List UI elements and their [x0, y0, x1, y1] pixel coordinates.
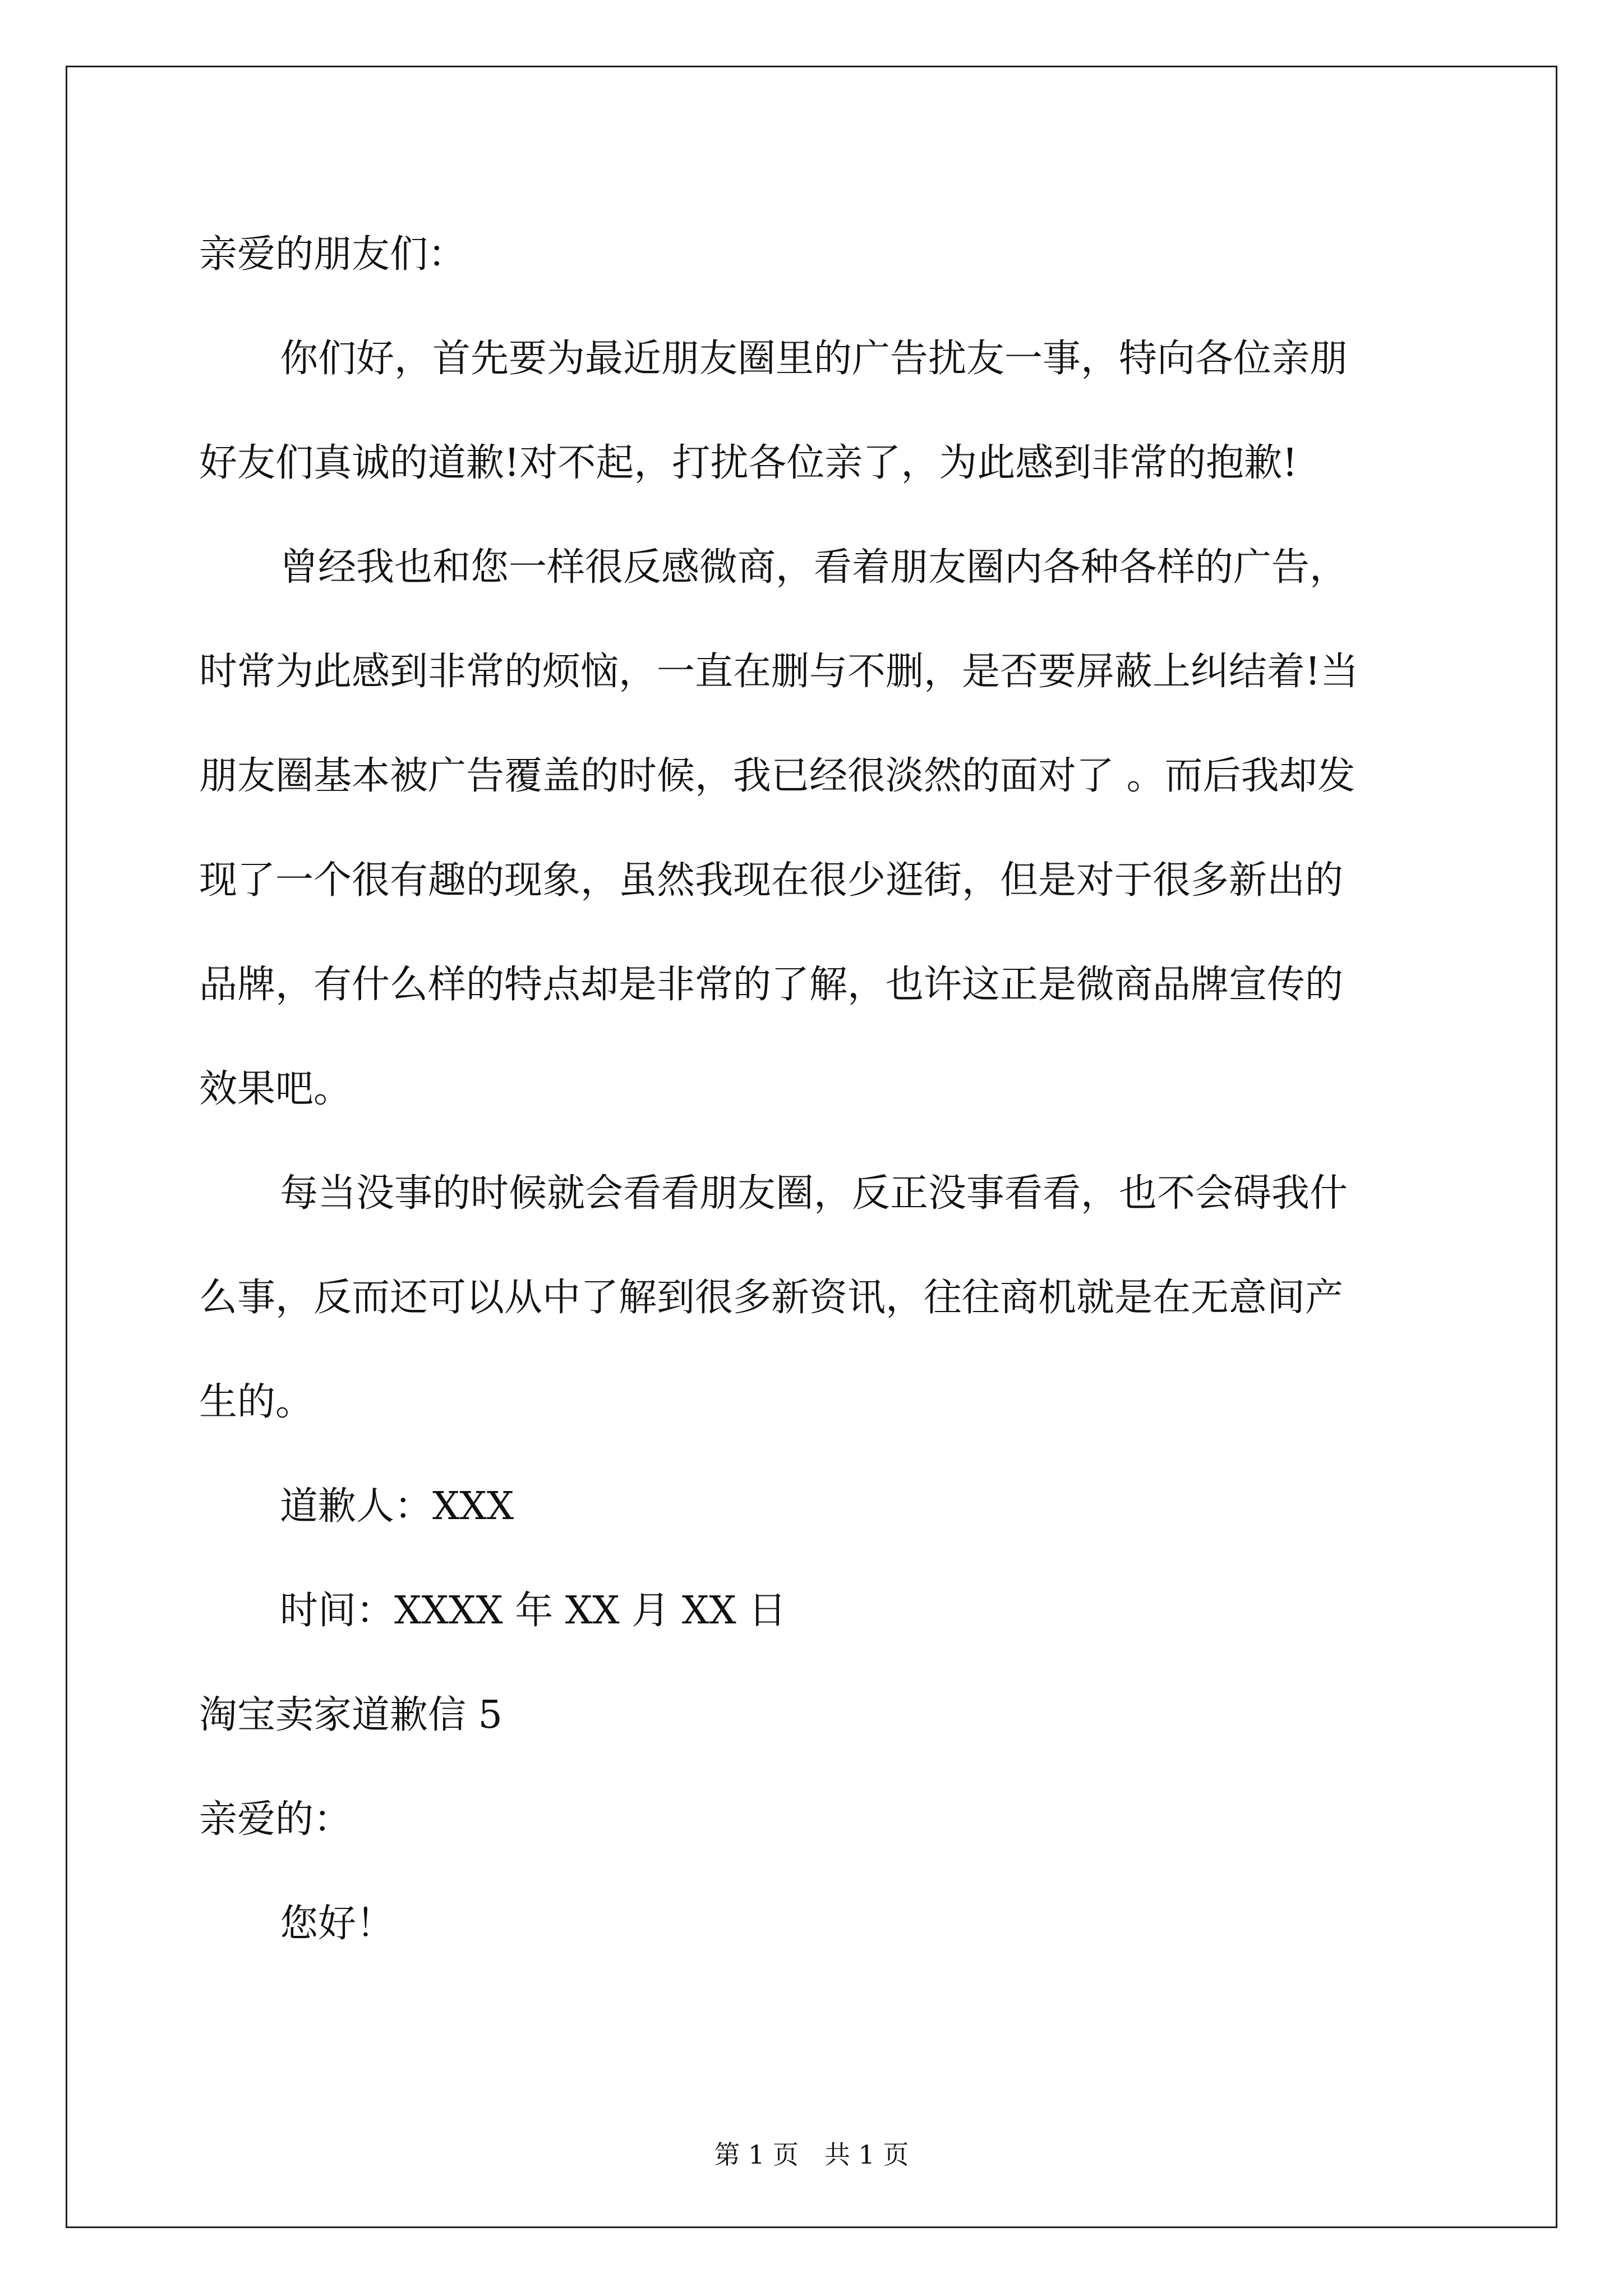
paragraph-3-line-1: 每当没事的时候就会看看朋友圈，反正没事看看，也不会碍我什	[280, 1171, 1348, 1216]
paragraph-2-line-6: 效果吧。	[199, 1067, 352, 1111]
signer-line: 道歉人：XXX	[280, 1484, 514, 1529]
paragraph-3-line-3: 生的。	[199, 1380, 314, 1424]
section-title: 淘宝卖家道歉信 5	[199, 1693, 502, 1737]
paragraph-1-line-2: 好友们真诚的道歉!对不起，打扰各位亲了，为此感到非常的抱歉!	[199, 441, 1298, 485]
paragraph-2-line-1: 曾经我也和您一样很反感微商，看着朋友圈内各种各样的广告，	[280, 545, 1348, 590]
paragraph-2-line-3: 朋友圈基本被广告覆盖的时候，我已经很淡然的面对了 。而后我却发	[199, 754, 1355, 798]
greeting-2: 亲爱的：	[199, 1797, 352, 1842]
paragraph-3-line-2: 么事，反而还可以从中了解到很多新资讯，往往商机就是在无意间产	[199, 1276, 1344, 1320]
paragraph-1-line-1: 你们好，首先要为最近朋友圈里的广告扰友一事，特向各位亲朋	[280, 337, 1348, 381]
date-line: 时间：XXXX 年 XX 月 XX 日	[280, 1589, 787, 1633]
salutation-2: 您好！	[280, 1902, 395, 1946]
greeting: 亲爱的朋友们：	[199, 232, 467, 277]
page-footer: 第 1 页 共 1 页	[714, 2139, 909, 2170]
paragraph-2-line-5: 品牌，有什么样的特点却是非常的了解，也许这正是微商品牌宣传的	[199, 963, 1344, 1007]
paragraph-2-line-2: 时常为此感到非常的烦恼，一直在删与不删，是否要屏蔽上纠结着!当	[199, 650, 1359, 694]
paragraph-2-line-4: 现了一个很有趣的现象，虽然我现在很少逛街，但是对于很多新出的	[199, 858, 1344, 903]
